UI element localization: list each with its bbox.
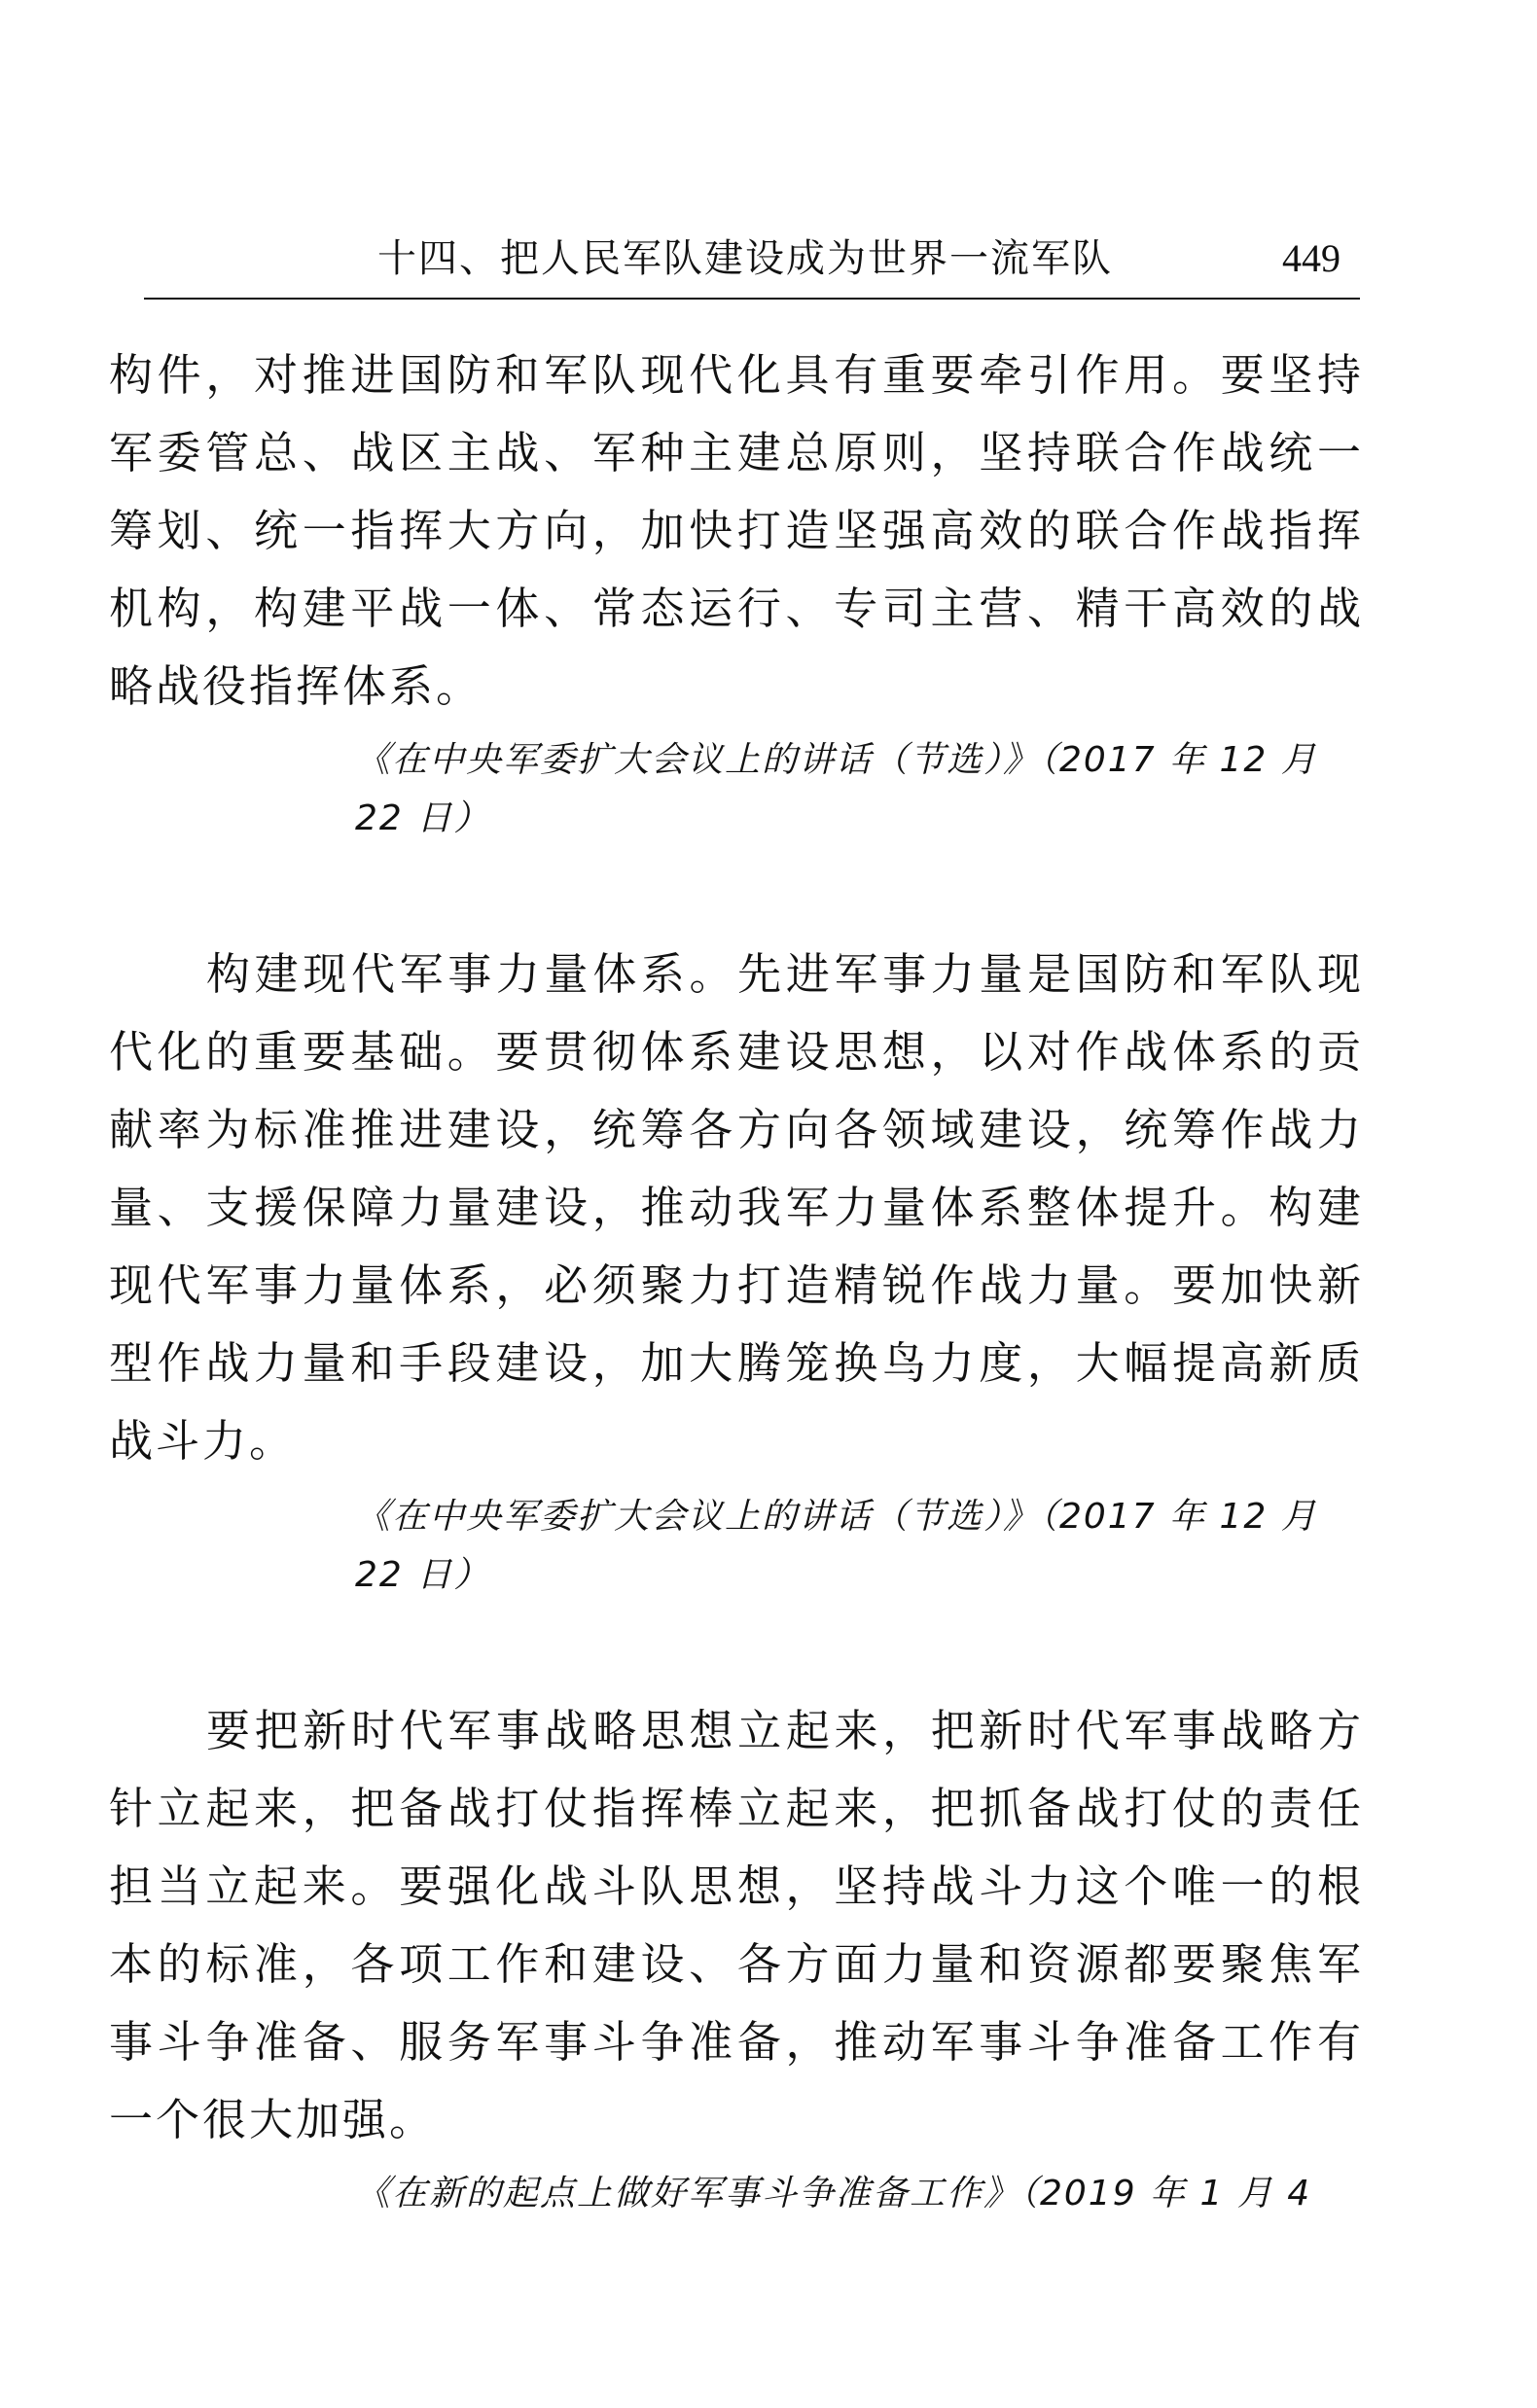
page-number: 449: [1282, 236, 1340, 280]
paragraph-text: 构件，对推进国防和军队现代化具有重要牵引作用。要坚持军委管总、战区主战、军种主建总原则，坚持联合作战统一筹划、统一指挥大方向，加快打造坚强高效的联合作战指挥机构，构建平战一体、常态运行、专司主营、精干高效的战略战役指挥体系。: [109, 349, 1364, 712]
source-citation-1: 《在中央军委扩大会议上的讲话（节选）》（2017 年 12 月 22 日）: [355, 740, 1318, 838]
source-citation-2: 《在中央军委扩大会议上的讲话（节选）》（2017 年 12 月 22 日）: [355, 1497, 1318, 1595]
running-header: [144, 231, 1360, 294]
chapter-title: 十四、把人民军队建设成为世界一流军队: [377, 236, 1113, 281]
source-citation-3: 《在新的起点上做好军事斗争准备工作》（2019 年 1 月 4: [355, 2174, 1312, 2213]
paragraph-1: [109, 336, 1364, 726]
paragraph-2: [109, 936, 1364, 1480]
paragraph-text: 构建现代军事力量体系。先进军事力量是国防和军队现代化的重要基础。要贯彻体系建设思想，以对作战体系的贡献率为标准推进建设，统筹各方向各领域建设，统筹作战力量、支援保障力量建设，推动我军力量体系整体提升。构建现代军事力量体系，必须聚力打造精锐作战力量。要加快新型作战力量和手段建设，加大腾笼换鸟力度，大幅提高新质战斗力。: [109, 948, 1364, 1467]
header-divider: [144, 298, 1360, 300]
paragraph-3: [109, 1692, 1364, 2159]
paragraph-text: 要把新时代军事战略思想立起来，把新时代军事战略方针立起来，把备战打仗指挥棒立起来，把抓备战打仗的责任担当立起来。要强化战斗队思想，坚持战斗力这个唯一的根本的标准，各项工作和建设、各方面力量和资源都要聚焦军事斗争准备、服务军事斗争准备，推动军事斗争准备工作有一个很大加强。: [109, 1705, 1364, 2145]
